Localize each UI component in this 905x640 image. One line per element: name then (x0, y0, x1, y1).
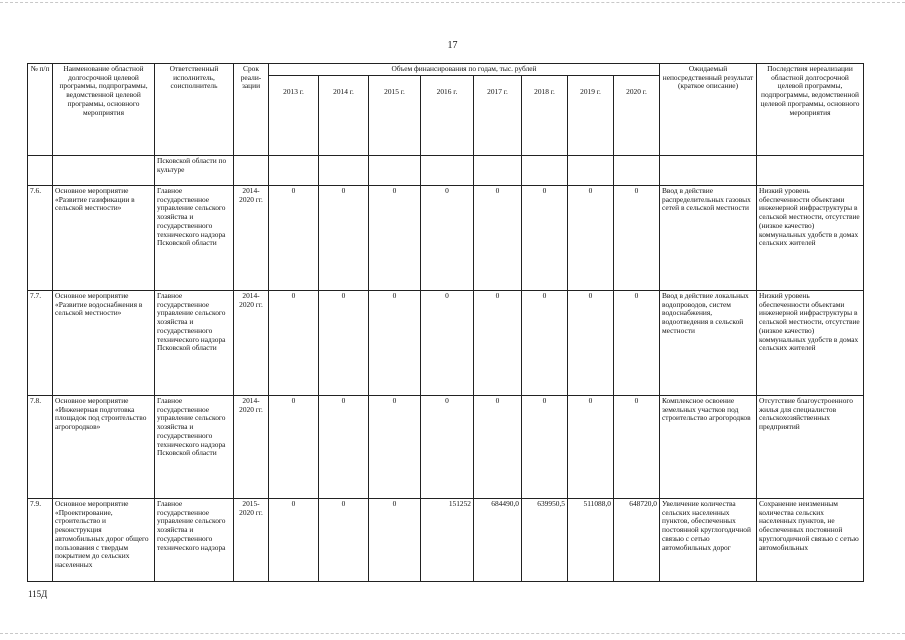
header-year: 2018 г. (522, 76, 568, 156)
continuation-responsible: Псковской области по культуре (155, 156, 234, 186)
row-term: 2015-2020 гг. (234, 499, 269, 582)
footer-code: 115Д (28, 589, 48, 599)
header-term: Срок реали-зации (234, 64, 269, 156)
row-result: Комплексное освоение земельных участков под строительство агрогородков (660, 396, 757, 499)
row-value: 0 (474, 396, 522, 499)
row-value: 0 (614, 186, 660, 291)
row-num: 7.6. (28, 186, 53, 291)
row-consequences: Сохранение неизменным количества сельских населенных пунктов, не обеспеченных постоянной круглогодичной связью с сетью автомобильных (757, 499, 864, 582)
row-value: 0 (568, 186, 614, 291)
row-value: 151252 (421, 499, 474, 582)
row-value: 639950,5 (522, 499, 568, 582)
row-value: 0 (474, 291, 522, 396)
row-result: Ввод в действие распределительных газовых сетей в сельской местности (660, 186, 757, 291)
row-value: 0 (319, 499, 369, 582)
header-year: 2014 г. (319, 76, 369, 156)
row-result: Увеличение количества сельских населенных пунктов, обеспеченных постоянной круглогодичной связью с сетью автомобильных дорог (660, 499, 757, 582)
row-term: 2014-2020 гг. (234, 396, 269, 499)
row-result: Ввод в действие локальных водопроводов, систем водоснабжения, водоотведения в сельской местности (660, 291, 757, 396)
row-value: 0 (522, 396, 568, 499)
header-year: 2013 г. (269, 76, 319, 156)
header-num: № п/п (28, 64, 53, 156)
row-value: 0 (319, 396, 369, 499)
row-value: 0 (269, 186, 319, 291)
row-value: 0 (421, 291, 474, 396)
scan-edge-top (0, 2, 905, 3)
row-value: 0 (369, 499, 421, 582)
row-value: 0 (269, 396, 319, 499)
table-header-row (28, 64, 864, 76)
table-row (28, 499, 864, 582)
header-funding: Объем финансирования по годам, тыс. рублей (269, 64, 660, 76)
row-num: 7.7. (28, 291, 53, 396)
row-name: Основное мероприятие «Инженерная подготовка площадок под строительство агрогородков» (53, 396, 155, 499)
row-name: Основное мероприятие «Развитие газификации в сельской местности» (53, 186, 155, 291)
row-consequences: Низкий уровень обеспеченности объектами инженерной инфраструктуры в сельской местности, отсутствие (низкое качество) коммунальных удобств в домах сельских жителей (757, 186, 864, 291)
header-year: 2015 г. (369, 76, 421, 156)
scan-edge-bottom (0, 633, 905, 634)
header-name: Наименование областной долгосрочной целевой программы, подпрограммы, ведомственной целевой программы, основного мероприятия (53, 64, 155, 156)
row-responsible: Главное государственное управление сельского хозяйства и государственного технического надзора (155, 499, 234, 582)
row-value: 0 (614, 396, 660, 499)
row-name: Основное мероприятие «Проектирование, строительство и реконструкция автомобильных дорог общего пользования с твердым покрытием до сельских населенных (53, 499, 155, 582)
row-name: Основное мероприятие «Развитие водоснабжения в сельской местности» (53, 291, 155, 396)
row-value: 0 (369, 186, 421, 291)
header-result: Ожидаемый непосредственный результат (краткое описание) (660, 64, 757, 156)
header-year: 2016 г. (421, 76, 474, 156)
row-responsible: Главное государственное управление сельского хозяйства и государственного технического надзора Псковской области (155, 186, 234, 291)
row-value: 0 (269, 291, 319, 396)
program-activities-table (27, 63, 864, 582)
row-value: 0 (568, 396, 614, 499)
row-value: 0 (522, 291, 568, 396)
row-value: 648720,0 (614, 499, 660, 582)
row-value: 0 (319, 291, 369, 396)
row-responsible: Главное государственное управление сельского хозяйства и государственного технического надзора Псковской области (155, 291, 234, 396)
table-row (28, 186, 864, 291)
header-year: 2017 г. (474, 76, 522, 156)
page-number: 17 (447, 40, 458, 51)
header-year: 2019 г. (568, 76, 614, 156)
row-num: 7.8. (28, 396, 53, 499)
row-term: 2014-2020 гг. (234, 291, 269, 396)
row-consequences: Отсутствие благоустроенного жилья для специалистов сельскохозяйственных предприятий (757, 396, 864, 499)
table-row (28, 396, 864, 499)
row-value: 0 (369, 396, 421, 499)
row-value: 0 (421, 186, 474, 291)
row-num: 7.9. (28, 499, 53, 582)
row-value: 684490,0 (474, 499, 522, 582)
table-row (28, 291, 864, 396)
row-responsible: Главное государственное управление сельского хозяйства и государственного технического надзора Псковской области (155, 396, 234, 499)
row-value: 0 (522, 186, 568, 291)
row-consequences: Низкий уровень обеспеченности объектами инженерной инфраструктуры в сельской местности, отсутствие (низкое качество) коммунальных удобств в домах сельских жителей (757, 291, 864, 396)
row-value: 0 (474, 186, 522, 291)
header-consequences: Последствия нереализации областной долгосрочной целевой программы, подпрограммы, ведомственной целевой программы, основного мероприятия (757, 64, 864, 156)
row-term: 2014-2020 гг. (234, 186, 269, 291)
row-value: 0 (614, 291, 660, 396)
row-value: 511088,0 (568, 499, 614, 582)
header-year: 2020 г. (614, 76, 660, 156)
row-value: 0 (319, 186, 369, 291)
row-value: 0 (269, 499, 319, 582)
row-value: 0 (369, 291, 421, 396)
row-value: 0 (421, 396, 474, 499)
row-value: 0 (568, 291, 614, 396)
header-responsible: Ответственный исполнитель, соисполнитель (155, 64, 234, 156)
continuation-row (28, 156, 864, 186)
